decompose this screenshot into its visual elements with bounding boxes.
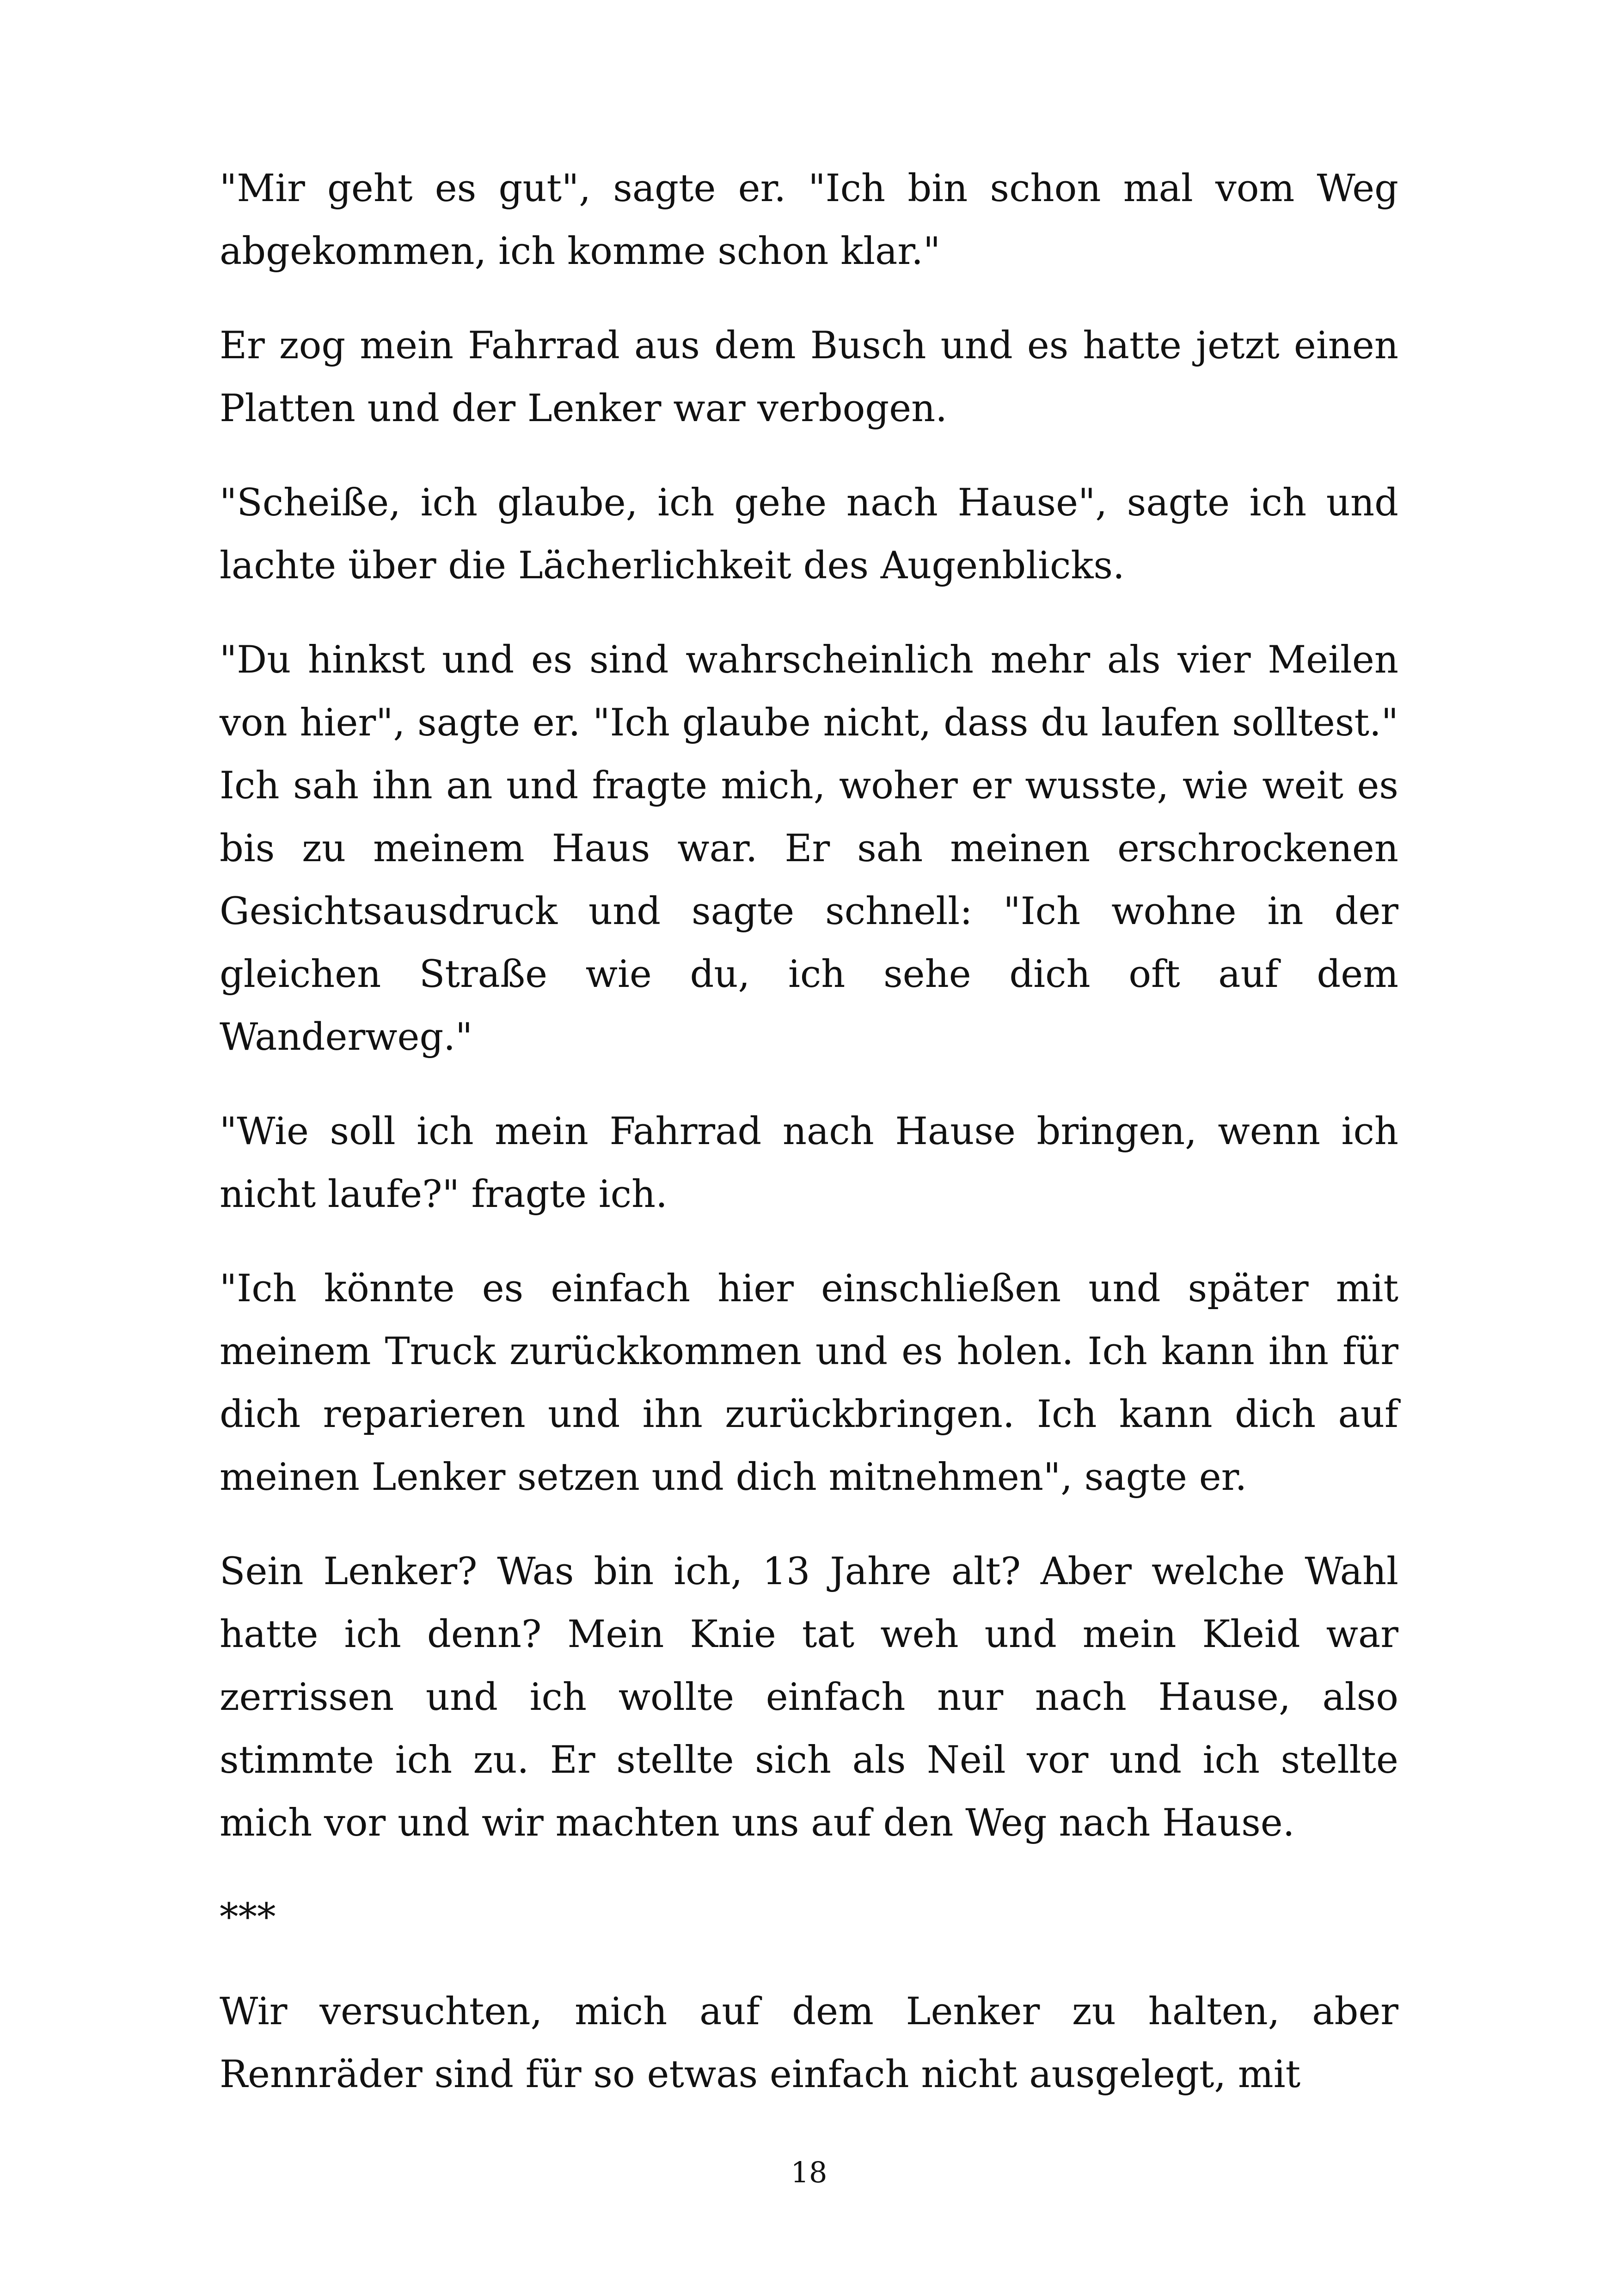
paragraph-4: "Du hinkst und es sind wahrscheinlich mehr als vier Meilen von hier", sagte er. "Ich glaube nicht, dass du laufen solltest." Ich sah ihn an und fragte mich, woher er wusste, wie weit es bis zu meinem Haus war. Er sah meinen erschrockenen Gesichtsausdruck und sagte schnell: "Ich wohne in der gleichen Straße wie du, ich sehe dich oft auf dem Wanderweg." (220, 638, 1398, 1059)
section-separator: *** (220, 1896, 276, 1939)
paragraph-1: "Mir geht es gut", sagte er. "Ich bin schon mal vom Weg abgekommen, ich komme schon klar." (220, 167, 1398, 273)
body-text (220, 157, 1398, 2137)
paragraph-2: Er zog mein Fahrrad aus dem Busch und es hatte jetzt einen Platten und der Lenker war verbogen. (220, 324, 1398, 430)
paragraph-7: Sein Lenker? Was bin ich, 13 Jahre alt? Aber welche Wahl hatte ich denn? Mein Knie tat weh und mein Kleid war zerrissen und ich wollte einfach nur nach Hause, also stimmte ich zu. Er stellte sich als Neil vor und ich stellte mich vor und wir machten uns auf den Weg nach Hause. (220, 1550, 1398, 1845)
paragraph-8: Wir versuchten, mich auf dem Lenker zu halten, aber Rennräder sind für so etwas einfach nicht ausgelegt, mit (220, 1990, 1398, 2096)
page-number: 18 (791, 2155, 827, 2189)
paragraph-3: "Scheiße, ich glaube, ich gehe nach Hause", sagte ich und lachte über die Lächerlichkeit des Augenblicks. (220, 481, 1398, 588)
paragraph-5: "Wie soll ich mein Fahrrad nach Hause bringen, wenn ich nicht laufe?" fragte ich. (220, 1110, 1398, 1216)
paragraph-6: "Ich könnte es einfach hier einschließen und später mit meinem Truck zurückkommen und es holen. Ich kann ihn für dich reparieren und ihn zurückbringen. Ich kann dich auf meinen Lenker setzen und dich mitnehmen", sagte er. (220, 1267, 1398, 1499)
